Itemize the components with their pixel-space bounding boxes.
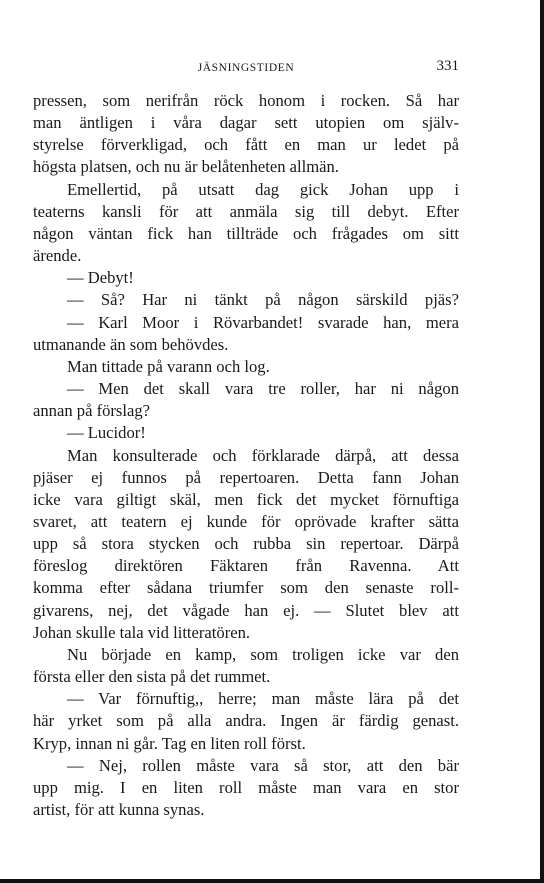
text-line: Kryp, innan ni går. Tag en liten roll först. xyxy=(33,733,306,753)
text-line: — Karl Moor i Rövarbandet! svarade han, mera xyxy=(67,312,459,332)
text-line: här yrket som på alla andra. Ingen är färdig genast. xyxy=(33,711,459,731)
text-line: Man konsulterade och förklarade därpå, att dessa xyxy=(67,445,459,465)
text-line: svaret, att teatern ej kunde för oprövade krafter sätta xyxy=(33,511,459,531)
text-line: pressen, som nerifrån röck honom i rocken. Så har xyxy=(33,91,459,110)
text-line: givarens, nej, det vågade han ej. — Slutet blev att xyxy=(33,600,459,620)
page-edge-right xyxy=(540,0,544,883)
text-line: pjäser ej funnos på repertoaren. Detta fann Johan xyxy=(33,467,459,487)
text-line: man äntligen i våra dagar sett utopien om själv- xyxy=(33,113,459,133)
text-line: Emellertid, på utsatt dag gick Johan upp i xyxy=(67,179,459,199)
text-line: Man tittade på varann och log. xyxy=(67,356,270,376)
text-line: icke vara giltigt skäl, men fick det mycket förnuftiga xyxy=(33,489,459,509)
text-line: någon väntan fick han tillträde och frågades om sitt xyxy=(33,223,459,243)
text-line: annan på förslag? xyxy=(33,401,151,421)
text-line: — Nej, rollen måste vara så stor, att den bär xyxy=(67,755,459,775)
text-line: föreslog direktören Fäktaren från Ravenna. Att xyxy=(33,556,459,576)
text-line: högsta platsen, och nu är belåtenheten allmän. xyxy=(33,157,339,177)
running-head: JÄSNINGSTIDEN xyxy=(197,62,295,74)
text-line: upp så stora stycken och rubba sin repertoar. Därpå xyxy=(33,534,459,554)
page-number: 331 xyxy=(436,58,459,74)
text-line: — Så? Har ni tänkt på någon särskild pjäs? xyxy=(67,290,459,310)
text-line: utmanande än som behövdes. xyxy=(33,334,229,354)
body-text xyxy=(33,90,459,821)
text-line: ärende. xyxy=(33,246,82,266)
text-line: Nu började en kamp, som troligen icke var den xyxy=(67,644,459,664)
page-edge-bottom xyxy=(0,879,544,883)
text-line: styrelse förverkligad, och fått en man ur ledet på xyxy=(33,135,459,155)
text-line: upp mig. I en liten roll måste man vara en stor xyxy=(33,777,459,797)
text-line: — Var förnuftig,, herre; man måste lära på det xyxy=(67,689,459,709)
text-line: komma efter sådana triumfer som den senaste roll- xyxy=(33,578,459,598)
text-line: — Lucidor! xyxy=(67,423,146,443)
text-line: artist, för att kunna synas. xyxy=(33,800,205,819)
text-line: Johan skulle tala vid litteratören. xyxy=(33,622,251,642)
page-header xyxy=(33,58,459,78)
text-line: — Men det skall vara tre roller, har ni någon xyxy=(67,379,459,399)
text-line: — Debyt! xyxy=(67,268,134,288)
text-line: teaterns kansli för att anmäla sig till debyt. Efter xyxy=(33,201,459,221)
text-line: första eller den sista på det rummet. xyxy=(33,667,271,687)
